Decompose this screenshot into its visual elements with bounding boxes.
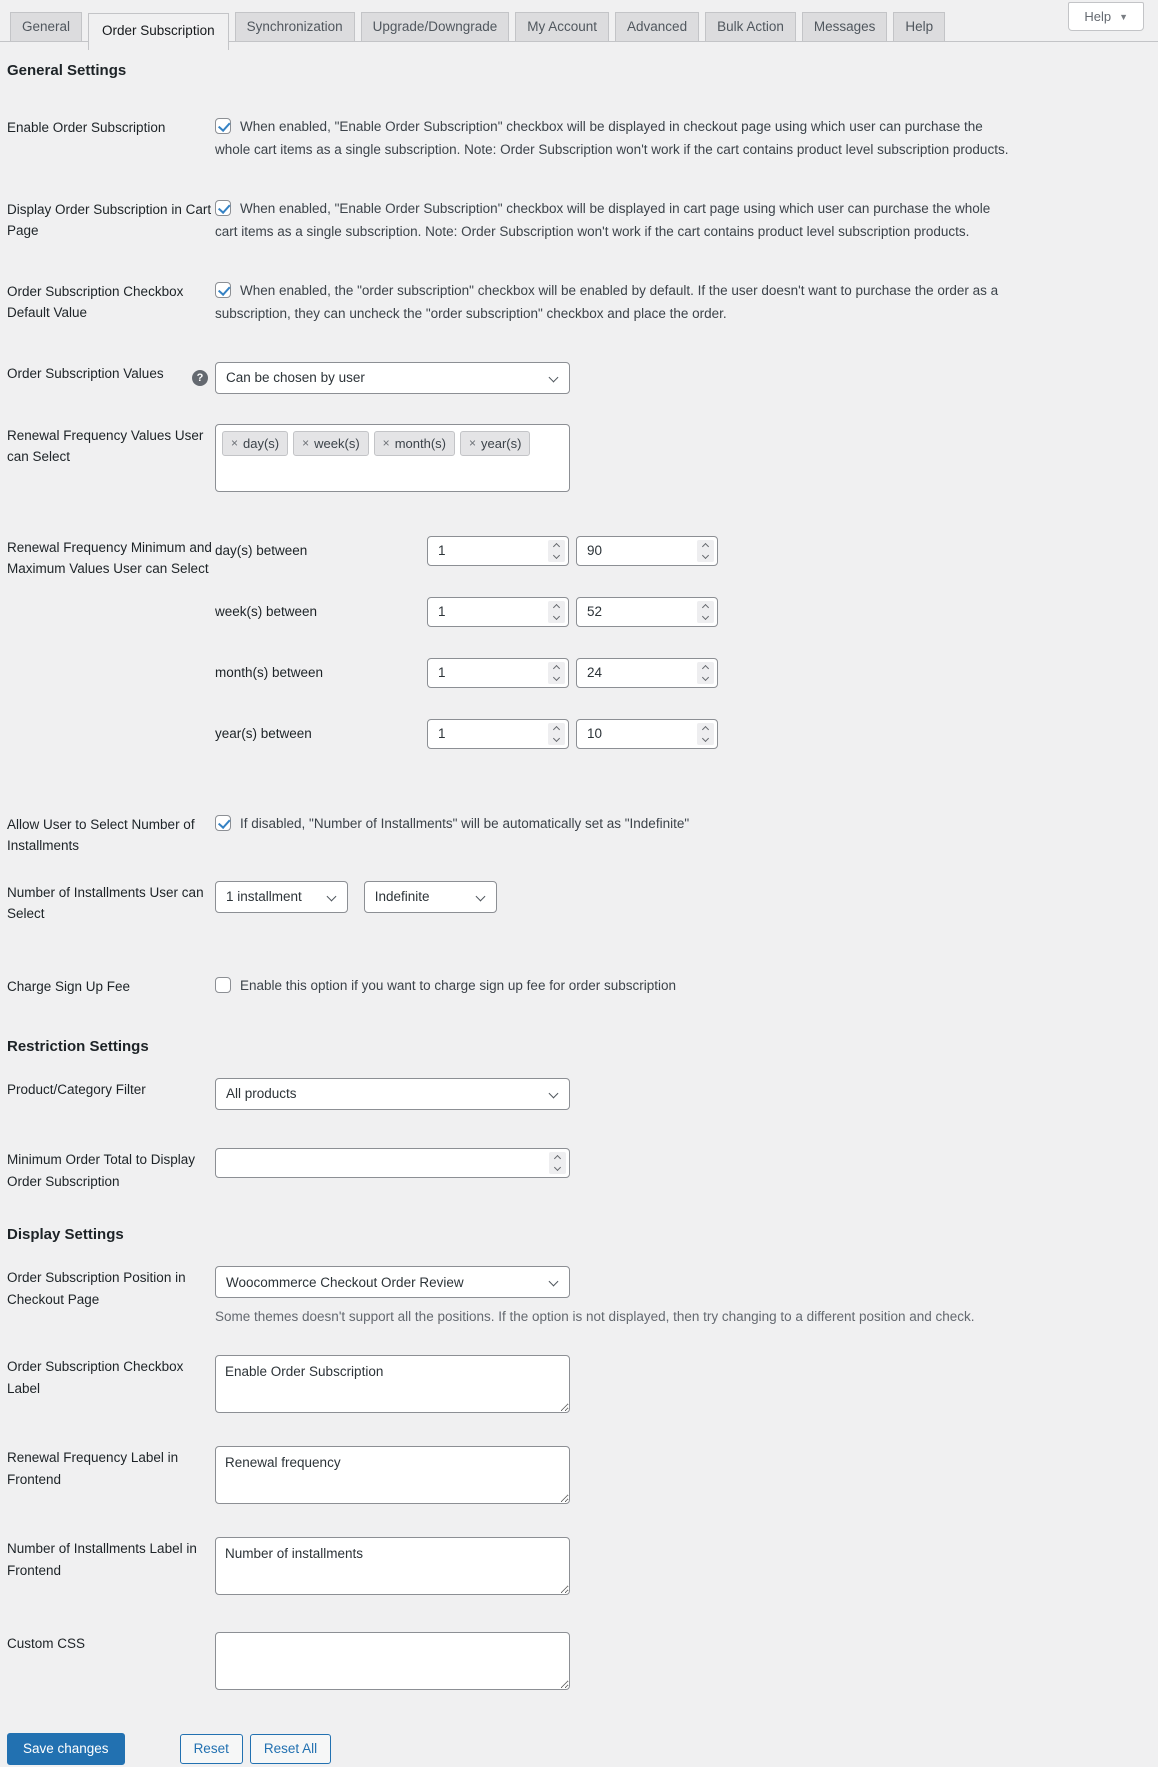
field-label: Order Subscription Checkbox Label	[7, 1359, 184, 1396]
field-row-sign-up-fee	[7, 975, 1148, 998]
button-bar	[7, 1733, 1148, 1767]
field-label: Order Subscription Checkbox Default Value	[7, 283, 184, 321]
field-label: Enable Order Subscription	[7, 120, 166, 135]
field-row-min-order-total	[7, 1148, 1148, 1192]
field-label: Renewal Frequency Minimum and Maximum Values User can Select	[7, 539, 212, 577]
installments-from-select[interactable]	[215, 881, 348, 913]
subscription-values-select[interactable]	[215, 362, 570, 394]
help-icon[interactable]: ?	[192, 370, 208, 386]
nav-tab-bar	[0, 0, 1158, 42]
tab-general[interactable]: General	[10, 12, 82, 41]
tab-synchronization[interactable]: Synchronization	[235, 12, 355, 41]
field-label: Product/Category Filter	[7, 1081, 146, 1097]
field-row-renewal-label	[7, 1446, 1148, 1507]
checkbox-default-checkbox[interactable]	[215, 282, 231, 298]
number-stepper[interactable]	[697, 601, 714, 623]
tag-label: month(s)	[394, 435, 446, 451]
remove-tag-icon[interactable]: ×	[231, 436, 239, 451]
settings-content	[0, 62, 1158, 1767]
minmax-row-label: year(s) between	[215, 726, 312, 742]
field-label: Number of Installments Label in Frontend	[7, 1541, 197, 1578]
field-description: When enabled, "Enable Order Subscription" checkbox will be displayed in cart page using which user can purchase the whole cart items as a single subscription. Note: Order Subscription won't work if the cart contains product level subscription products.	[215, 200, 991, 239]
field-description: Enable this option if you want to charge sign up fee for order subscription	[240, 978, 677, 993]
tag-weeks	[293, 431, 369, 456]
checkbox-label-textarea[interactable]	[215, 1355, 570, 1413]
field-row-subscription-values	[7, 362, 1148, 394]
field-row-checkbox-label	[7, 1355, 1148, 1416]
save-changes-button[interactable]: Save changes	[7, 1733, 125, 1765]
chevron-down-icon: ▼	[1119, 11, 1128, 22]
section-title-general: General Settings	[7, 62, 127, 79]
number-stepper[interactable]	[548, 540, 565, 562]
minmax-row-label: week(s) between	[215, 604, 318, 620]
field-label: Renewal Frequency Label in Frontend	[7, 1450, 179, 1487]
tag-days	[222, 431, 288, 456]
product-filter-select[interactable]	[215, 1078, 570, 1110]
installments-to-select[interactable]	[364, 881, 497, 913]
section-title-restriction: Restriction Settings	[7, 1037, 149, 1055]
field-row-installments-label	[7, 1537, 1148, 1598]
sign-up-fee-checkbox[interactable]	[215, 977, 231, 993]
field-label: Order Subscription Position in Checkout Page	[7, 1270, 186, 1307]
field-label: Custom CSS	[7, 1636, 86, 1652]
field-row-installments-range	[7, 881, 1148, 925]
minmax-row-years	[215, 719, 1148, 749]
field-label: Charge Sign Up Fee	[7, 979, 131, 994]
field-label: Number of Installments User can Select	[7, 884, 204, 922]
field-row-position	[7, 1266, 1148, 1327]
field-label: Display Order Subscription in Cart Page	[7, 201, 212, 239]
field-row-product-filter	[7, 1078, 1148, 1110]
position-select[interactable]	[215, 1266, 570, 1298]
section-title-display: Display Settings	[7, 1226, 124, 1244]
tab-help[interactable]: Help	[893, 12, 945, 41]
field-description: When enabled, the "order subscription" checkbox will be enabled by default. If the user doesn't want to purchase the order as a subscription, they can uncheck the "order subscription" checkbox and place the order.	[215, 282, 999, 321]
remove-tag-icon[interactable]: ×	[302, 436, 310, 451]
field-label: Minimum Order Total to Display Order Subscription	[7, 1151, 196, 1189]
number-stepper[interactable]	[548, 662, 565, 684]
number-stepper[interactable]	[549, 1152, 566, 1174]
field-description: When enabled, "Enable Order Subscription" checkbox will be displayed in checkout page using which user can purchase the whole cart items as a single subscription. Note: Order Subscription won't work if the cart contains product level subscription products.	[215, 119, 1009, 157]
remove-tag-icon[interactable]: ×	[382, 436, 390, 451]
number-stepper[interactable]	[697, 723, 714, 745]
minmax-row-label: day(s) between	[215, 543, 308, 559]
display-in-cart-checkbox[interactable]	[215, 200, 231, 216]
tab-my-account[interactable]: My Account	[515, 12, 609, 41]
tag-label: year(s)	[481, 435, 522, 451]
min-order-total-input[interactable]	[215, 1148, 570, 1178]
position-note: Some themes doesn't support all the positions. If the option is not displayed, then try changing to a different position and check.	[215, 1309, 975, 1325]
field-row-custom-css	[7, 1632, 1148, 1693]
minmax-row-days	[215, 536, 1148, 566]
installments-label-textarea[interactable]	[215, 1537, 570, 1595]
remove-tag-icon[interactable]: ×	[468, 436, 476, 451]
field-row-renewal-minmax	[7, 536, 1148, 749]
minmax-row-label: month(s) between	[215, 665, 324, 681]
reset-all-button[interactable]: Reset All	[250, 1734, 331, 1764]
tab-order-subscription[interactable]: Order Subscription	[88, 13, 229, 50]
minmax-row-weeks	[215, 597, 1148, 627]
field-row-renewal-frequency-values	[7, 424, 1148, 492]
number-stepper[interactable]	[697, 540, 714, 562]
tag-label: week(s)	[314, 435, 360, 451]
tab-advanced[interactable]: Advanced	[615, 12, 699, 41]
field-label: Allow User to Select Number of Installments	[7, 816, 195, 854]
tag-months	[374, 431, 455, 456]
enable-order-subscription-checkbox[interactable]	[215, 118, 231, 134]
renewal-frequency-multiselect[interactable]	[215, 424, 570, 492]
number-stepper[interactable]	[548, 601, 565, 623]
field-row-display-in-cart	[7, 198, 1148, 244]
minmax-row-months	[215, 658, 1148, 688]
number-stepper[interactable]	[697, 662, 714, 684]
field-row-enable-order-subscription	[7, 116, 1148, 162]
custom-css-textarea[interactable]	[215, 1632, 570, 1690]
reset-button[interactable]: Reset	[180, 1734, 243, 1764]
number-stepper[interactable]	[548, 723, 565, 745]
tag-years	[460, 431, 530, 456]
tab-bulk-action[interactable]: Bulk Action	[705, 12, 796, 41]
renewal-label-textarea[interactable]	[215, 1446, 570, 1504]
field-label: Renewal Frequency Values User can Select	[7, 427, 204, 465]
field-row-allow-installments	[7, 813, 1148, 857]
tag-label: day(s)	[243, 435, 280, 451]
field-description: If disabled, "Number of Installments" will be automatically set as "Indefinite"	[240, 815, 690, 831]
field-row-checkbox-default	[7, 280, 1148, 326]
tab-messages[interactable]: Messages	[802, 12, 888, 41]
allow-installments-checkbox[interactable]	[215, 815, 231, 831]
help-menu-label: Help	[1084, 9, 1112, 24]
tab-upgrade-downgrade[interactable]: Upgrade/Downgrade	[361, 12, 510, 41]
field-label: Order Subscription Values	[7, 365, 164, 381]
help-menu-button[interactable]	[1068, 2, 1144, 31]
